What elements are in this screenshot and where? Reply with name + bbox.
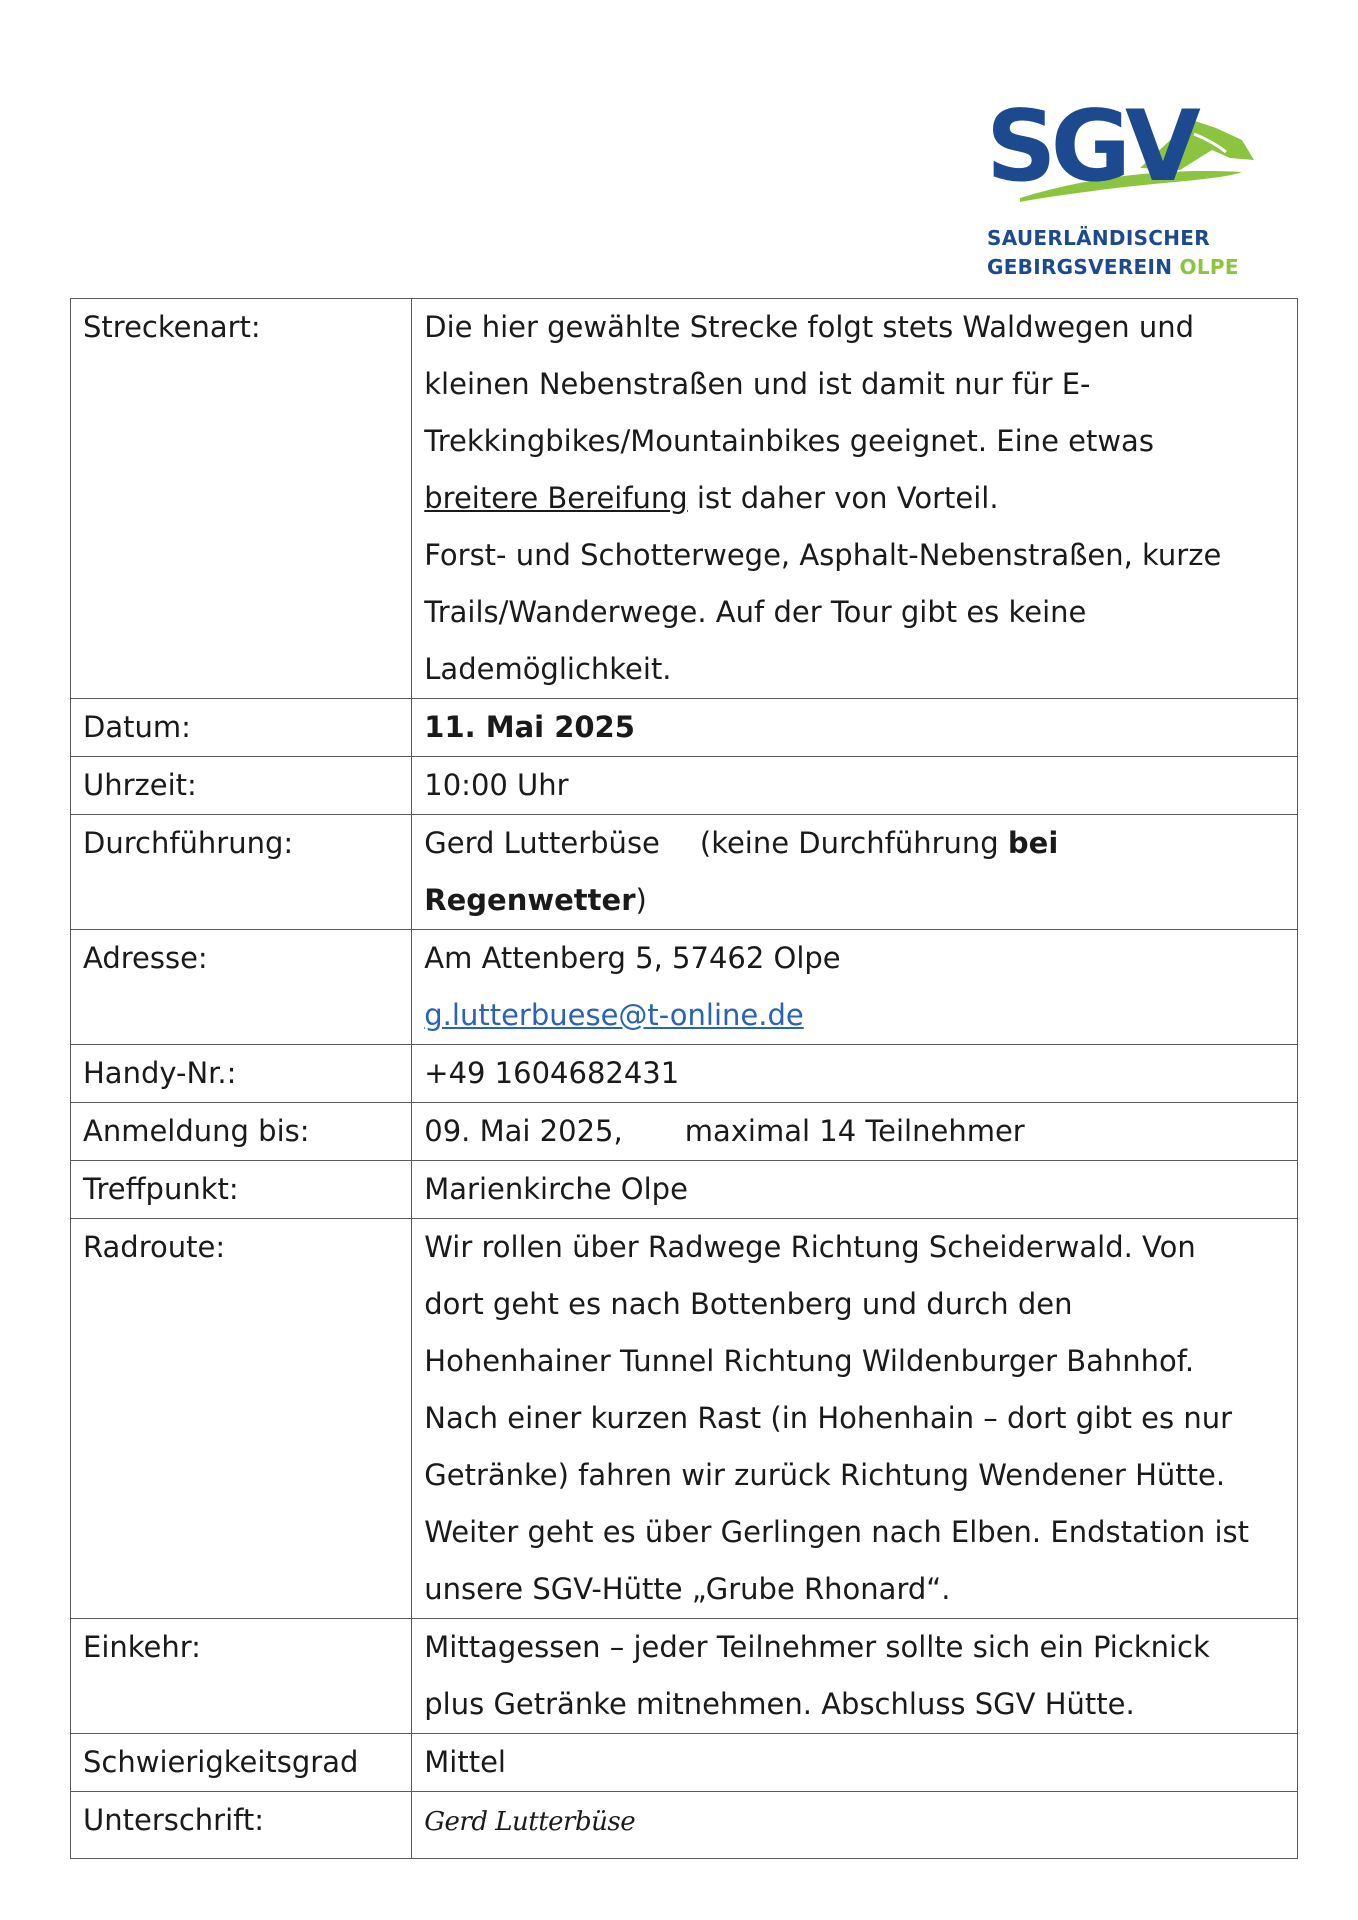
radroute-line: Weiter geht es über Gerlingen nach Elben. Endstation ist xyxy=(424,1515,1250,1549)
email-link[interactable]: g.lutterbuese@t-online.de xyxy=(424,998,804,1032)
logo-line-2-accent: OLPE xyxy=(1179,255,1239,279)
tour-info-table xyxy=(70,298,1298,1859)
value-schwierigkeit: Mittel xyxy=(412,1734,1298,1792)
label-durchfuehrung: Durchführung: xyxy=(71,815,412,930)
radroute-line: Getränke) fahren wir zurück Richtung Wendener Hütte. xyxy=(424,1458,1226,1492)
row-uhrzeit xyxy=(71,757,1298,815)
value-uhrzeit: 10:00 Uhr xyxy=(412,757,1298,815)
row-radroute xyxy=(71,1219,1298,1619)
streckenart-line: Trekkingbikes/Mountainbikes geeignet. Eine etwas xyxy=(424,424,1154,458)
radroute-line: dort geht es nach Bottenberg und durch den xyxy=(424,1287,1073,1321)
value-anmeldung xyxy=(412,1103,1298,1161)
label-anmeldung: Anmeldung bis: xyxy=(71,1103,412,1161)
row-einkehr xyxy=(71,1619,1298,1734)
label-streckenart: Streckenart: xyxy=(71,299,412,699)
weather-note-pre: (keine Durchführung xyxy=(699,826,1008,860)
value-radroute xyxy=(412,1219,1298,1619)
label-treffpunkt: Treffpunkt: xyxy=(71,1161,412,1219)
value-handy: +49 1604682431 xyxy=(412,1045,1298,1103)
label-uhrzeit: Uhrzeit: xyxy=(71,757,412,815)
label-unterschrift: Unterschrift: xyxy=(71,1792,412,1859)
value-unterschrift xyxy=(412,1792,1298,1859)
logo-line-1: SAUERLÄNDISCHER xyxy=(987,226,1210,250)
row-treffpunkt xyxy=(71,1161,1298,1219)
row-handy xyxy=(71,1045,1298,1103)
sgv-logo xyxy=(980,98,1260,288)
row-unterschrift xyxy=(71,1792,1298,1859)
streckenart-line: Forst- und Schotterwege, Asphalt-Nebenstraßen, kurze xyxy=(424,538,1222,572)
row-adresse xyxy=(71,930,1298,1045)
label-schwierigkeit: Schwierigkeitsgrad xyxy=(71,1734,412,1792)
registration-deadline: 09. Mai 2025, xyxy=(424,1114,623,1148)
sgv-logo-mark xyxy=(980,98,1260,218)
row-datum xyxy=(71,699,1298,757)
value-treffpunkt: Marienkirche Olpe xyxy=(412,1161,1298,1219)
sgv-letters: SGV xyxy=(986,98,1195,204)
label-adresse: Adresse: xyxy=(71,930,412,1045)
label-radroute: Radroute: xyxy=(71,1219,412,1619)
signature: Gerd Lutterbüse xyxy=(424,1807,636,1837)
leader-name: Gerd Lutterbüse xyxy=(424,826,660,860)
radroute-line: Hohenhainer Tunnel Richtung Wildenburger Bahnhof. xyxy=(424,1344,1195,1378)
weather-note-post: ) xyxy=(635,883,647,917)
value-adresse xyxy=(412,930,1298,1045)
weather-note-bold: bei Regenwetter xyxy=(424,826,1059,917)
radroute-line: Wir rollen über Radwege Richtung Scheiderwald. Von xyxy=(424,1230,1196,1264)
streckenart-underlined: breitere Bereifung xyxy=(424,481,688,515)
radroute-line: unsere SGV-Hütte „Grube Rhonard“. xyxy=(424,1572,951,1606)
label-datum: Datum: xyxy=(71,699,412,757)
label-einkehr: Einkehr: xyxy=(71,1619,412,1734)
row-anmeldung xyxy=(71,1103,1298,1161)
value-durchfuehrung xyxy=(412,815,1298,930)
max-participants: maximal 14 Teilnehmer xyxy=(684,1114,1025,1148)
label-handy: Handy-Nr.: xyxy=(71,1045,412,1103)
streckenart-line xyxy=(424,470,1285,527)
radroute-line: Nach einer kurzen Rast (in Hohenhain – dort gibt es nur xyxy=(424,1401,1233,1435)
row-schwierigkeit xyxy=(71,1734,1298,1792)
streckenart-line: Lademöglichkeit. xyxy=(424,652,672,686)
streckenart-line: kleinen Nebenstraßen und ist damit nur für E- xyxy=(424,367,1091,401)
einkehr-line: Mittagessen – jeder Teilnehmer sollte sich ein Picknick xyxy=(424,1630,1210,1664)
logo-line-2-main: GEBIRGSVEREIN xyxy=(987,255,1173,279)
value-einkehr xyxy=(412,1619,1298,1734)
streckenart-line-rest: ist daher von Vorteil. xyxy=(687,481,999,515)
streckenart-line: Trails/Wanderwege. Auf der Tour gibt es keine xyxy=(424,595,1087,629)
street-address: Am Attenberg 5, 57462 Olpe xyxy=(424,941,841,975)
streckenart-line: Die hier gewählte Strecke folgt stets Waldwegen und xyxy=(424,310,1195,344)
row-durchfuehrung xyxy=(71,815,1298,930)
value-streckenart xyxy=(412,299,1298,699)
row-streckenart xyxy=(71,299,1298,699)
logo-line-2 xyxy=(987,255,1239,279)
einkehr-line: plus Getränke mitnehmen. Abschluss SGV Hütte. xyxy=(424,1687,1135,1721)
value-datum: 11. Mai 2025 xyxy=(412,699,1298,757)
